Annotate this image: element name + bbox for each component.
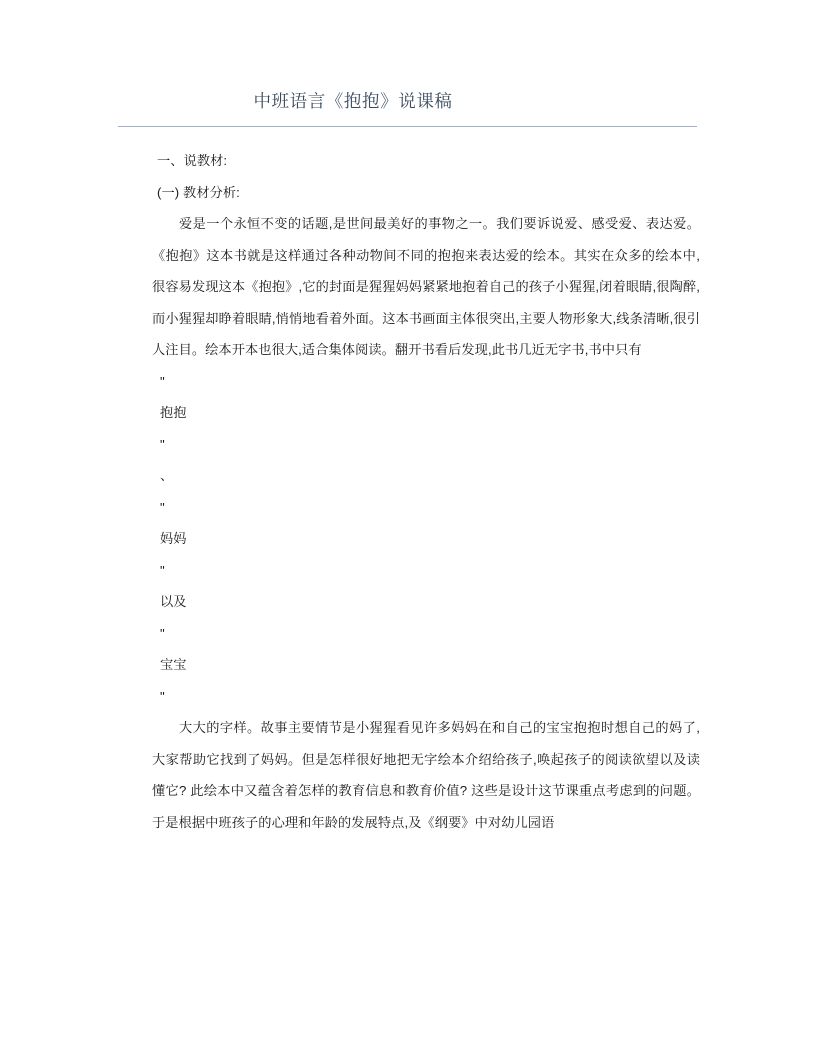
quote-mark-close-hug: " [160,436,165,452]
enumeration-comma: 、 [160,468,174,484]
quote-mark-close-baby: " [160,688,165,704]
quote-mark-close-mother: " [160,562,165,578]
quote-mark-open-hug: " [160,373,165,389]
quote-mark-open-baby: " [160,625,165,641]
page-title: 中班语言《抱抱》说课稿 [253,91,453,111]
word-as-well-as: 以及 [160,594,187,610]
paragraph-story-plot-body: 大大的字样。故事主要情节是小猩猩看见许多妈妈在和自己的宝宝抱抱时想自己的妈了,大家帮助它找到了妈妈。但是怎样很好地把无字绘本介绍给孩子,唤起孩子的阅读欲望以及读懂它? 此绘本中又蕴含着怎样的教育信息和教育价值? 这些是设计这节课重点考虑到的问题。于是根据中班孩子的心理和年龄的发展特点,及《纲要》中对幼儿园语 [152,720,700,830]
subsection-heading-material-analysis: (一) 教材分析: [157,184,240,200]
word-hug: 抱抱 [160,405,187,421]
quote-mark-open-mother: " [160,499,165,515]
paragraph-material-analysis-body: 爱是一个永恒不变的话题,是世间最美好的事物之一。我们要诉说爱、感受爱、表达爱。《抱抱》这本书就是这样通过各种动物间不同的抱抱来表达爱的绘本。其实在众多的绘本中,很容易发现这本《抱抱》,它的封面是猩猩妈妈紧紧地抱着自己的孩子小猩猩,闭着眼睛,很陶醉,而小猩猩却睁着眼睛,悄悄地看着外面。这本书画面主体很突出,主要人物形象大,线条清晰,很引人注目。绘本开本也很大,适合集体阅读。翻开书看后发现,此书几近无字书,书中只有 [152,216,700,358]
section-heading-say-material: 一、说教材: [157,153,228,169]
document-content [0,127,816,838]
word-baby: 宝宝 [160,657,187,673]
word-mother: 妈妈 [160,531,187,547]
title-block [0,0,816,127]
